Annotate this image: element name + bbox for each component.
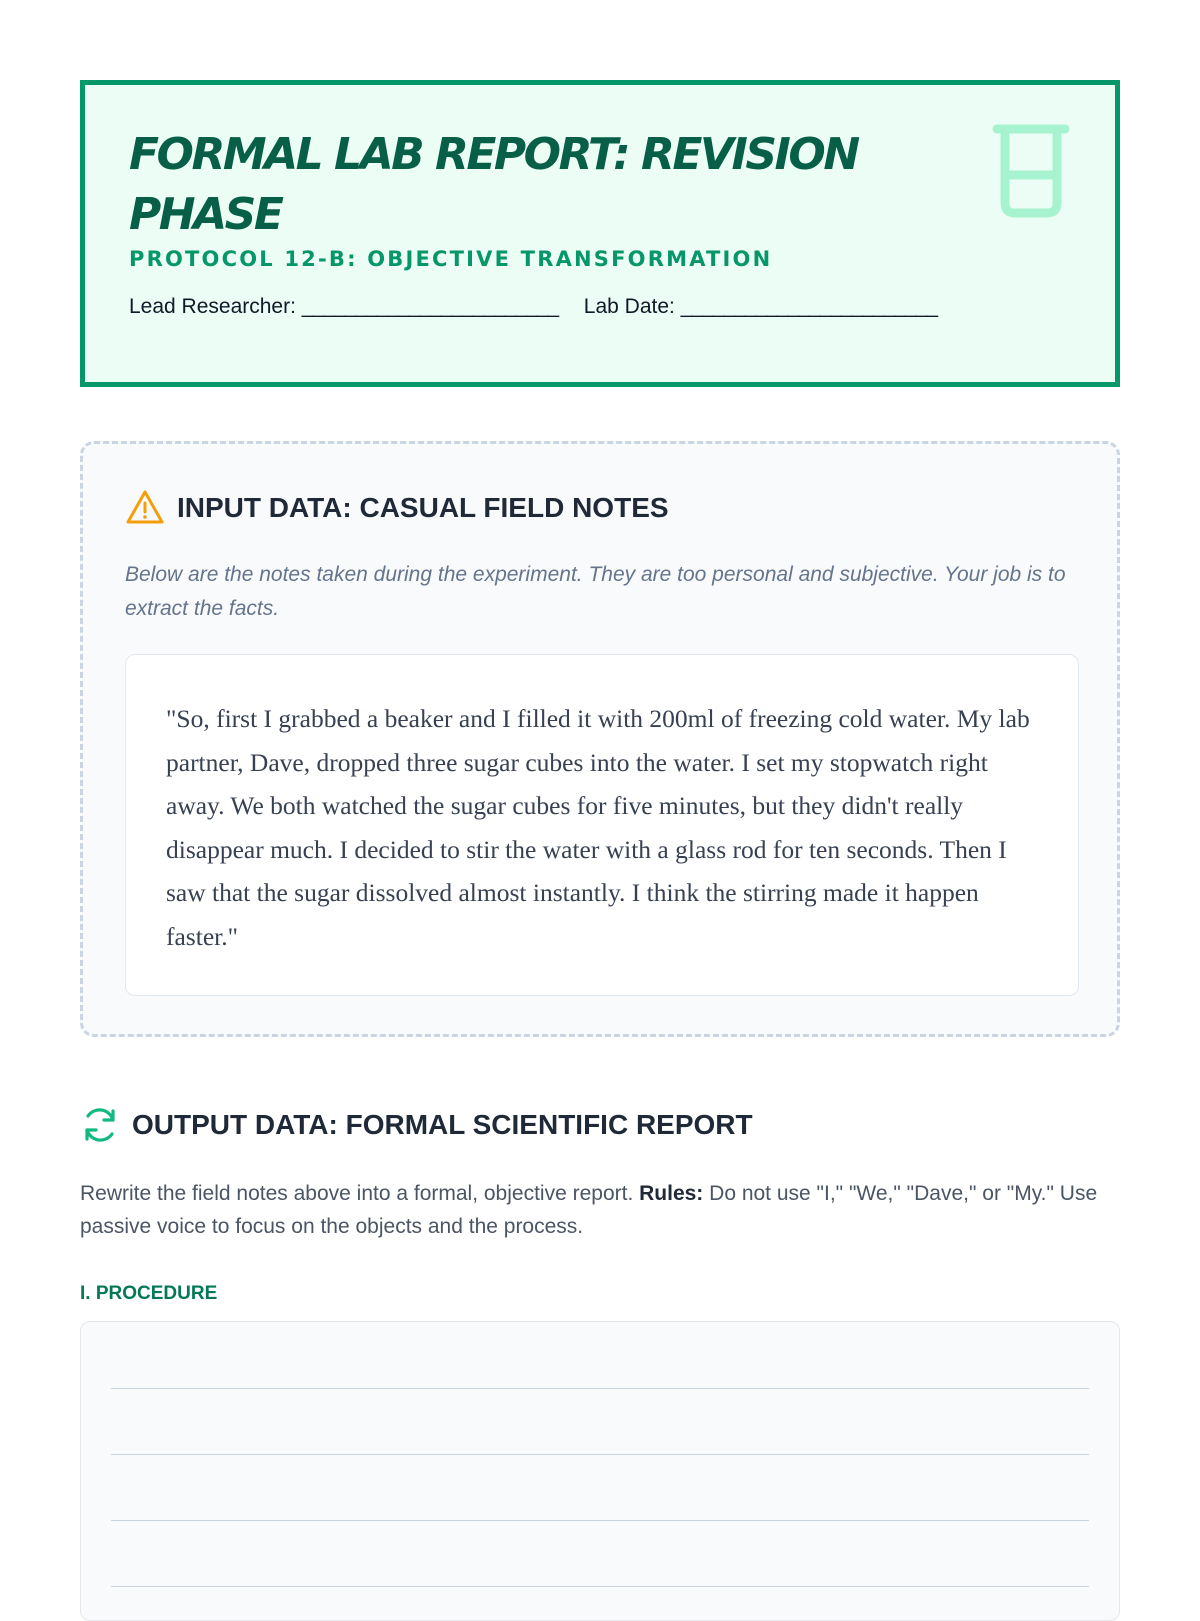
procedure-label: I. PROCEDURE (80, 1283, 218, 1304)
worksheet-page (80, 80, 1120, 1621)
output-heading (80, 1105, 1120, 1145)
input-heading-text: INPUT DATA: CASUAL FIELD NOTES (177, 492, 669, 523)
output-data-section (80, 1105, 1120, 1621)
warning-icon (125, 488, 165, 528)
answer-line (111, 1388, 1089, 1389)
input-heading (125, 488, 1077, 528)
output-description (80, 1177, 1120, 1243)
protocol-subtitle: PROTOCOL 12-B: OBJECTIVE TRANSFORMATION (129, 247, 773, 271)
lab-date-label: Lab Date: (583, 295, 675, 318)
rules-label: Rules: (639, 1182, 704, 1205)
input-data-section (80, 441, 1120, 1037)
output-description-rules: Do not use "I," "We," "Dave," or "My." Use passive voice to focus on the objects and the process. (80, 1182, 1098, 1238)
beaker-icon (991, 123, 1071, 219)
researcher-label: Lead Researcher: (129, 295, 296, 318)
researcher-blank[interactable]: ________________________ (301, 295, 559, 318)
field-notes-card: "So, first I grabbed a beaker and I filled it with 200ml of freezing cold water. My lab partner, Dave, dropped three sugar cubes into the water. I set my stopwatch right away. We both watched the sugar cubes for five minutes, but they didn't really disappear much. I decided to stir the water with a glass rod for ten seconds. Then I saw that the sugar dissolved almost instantly. I think the stirring made it happen faster." (125, 654, 1079, 996)
answer-line (111, 1586, 1089, 1587)
input-description: Below are the notes taken during the experiment. They are too personal and subjective. Your job is to extract the facts. (125, 563, 1066, 620)
refresh-icon (80, 1105, 120, 1145)
report-header (80, 80, 1120, 387)
lab-date-blank[interactable]: ________________________ (680, 295, 938, 318)
page-title: FORMAL LAB REPORT: REVISION PHASE (129, 129, 858, 240)
header-fields (129, 295, 1075, 319)
answer-line (111, 1454, 1089, 1455)
procedure-answer-box[interactable] (80, 1321, 1120, 1621)
output-description-intro: Rewrite the field notes above into a formal, objective report. (80, 1182, 640, 1205)
output-heading-text: OUTPUT DATA: FORMAL SCIENTIFIC REPORT (132, 1109, 753, 1140)
answer-line (111, 1520, 1089, 1521)
